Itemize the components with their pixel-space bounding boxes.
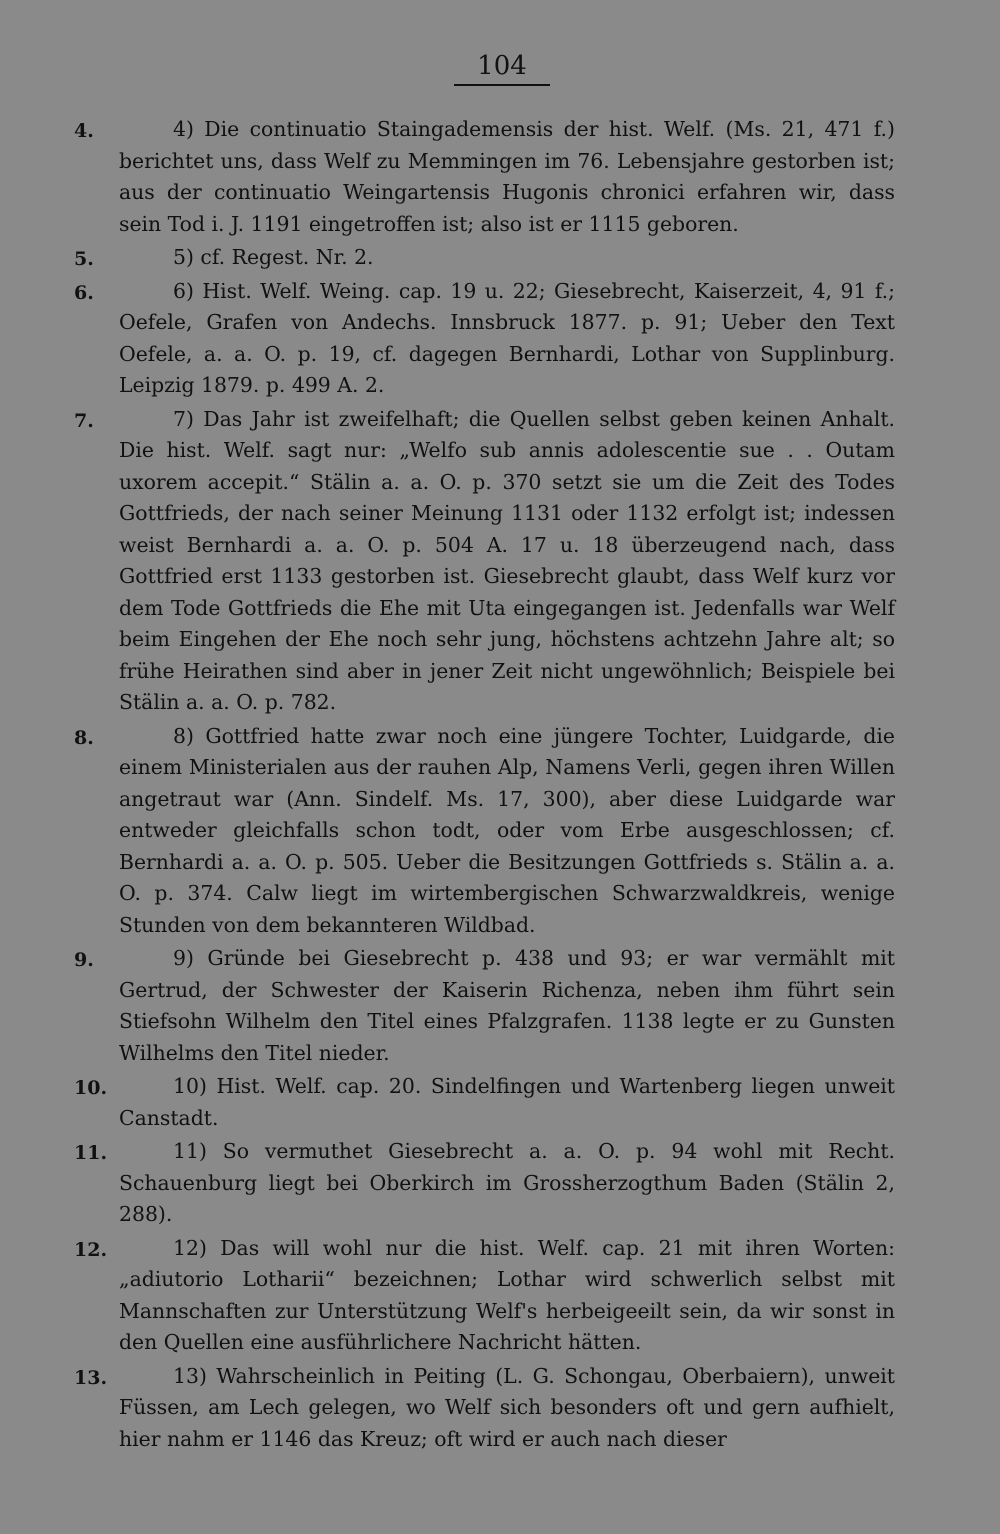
footnote-margin-label: 12. <box>74 1238 108 1261</box>
footnote-text: 10) Hist. Welf. cap. 20. Sindelfingen und Wartenberg liegen unweit Canstadt. <box>119 1074 895 1130</box>
footnote <box>0 242 1000 274</box>
footnote-margin-label: 8. <box>74 726 94 749</box>
footnote <box>0 721 1000 942</box>
footnote-text: 4) Die continuatio Staingademensis der hist. Welf. (Ms. 21, 471 f.) berichtet uns, dass Welf zu Memmingen im 76. Lebensjahre gestorben ist; aus der continuatio Weingartensis Hugonis chronici erfahren wir, dass sein Tod i. J. 1191 eingetroffen ist; also ist er 1115 geboren. <box>119 117 895 236</box>
footnote <box>0 1361 1000 1456</box>
footnote-text: 13) Wahrscheinlich in Peiting (L. G. Schongau, Oberbaiern), unweit Füssen, am Lech gelegen, wo Welf sich besonders oft und gern aufhielt, hier nahm er 1146 das Kreuz; oft wird er auch nach dieser <box>119 1363 895 1451</box>
footnote-margin-label: 9. <box>74 949 94 971</box>
footnote-margin-label: 11. <box>74 1142 108 1164</box>
footnote-margin-label: 7. <box>74 409 94 432</box>
footnotes <box>0 114 1000 1457</box>
footnote-margin-label: 6. <box>74 281 94 304</box>
footnote <box>0 276 1000 402</box>
footnote <box>0 404 1000 719</box>
footnote-text: 7) Das Jahr ist zweifelhaft; die Quellen selbst geben keinen Anhalt. Die hist. Welf. sagt nur: „Welfo sub annis adolescentie sue . . Outam uxorem accepit.“ Stälin a. a. O. p. 370 setzt sie um die Zeit des Todes Gottfrieds, der nach seiner Meinung 1131 oder 1132 erfolgt ist; indessen weist Bernhardi a. a. O. p. 504 A. 17 u. 18 überzeugend nach, dass Gottfried erst 1133 gestorben ist. Giesebrecht glaubt, dass Welf kurz vor dem Tode Gottfrieds die Ehe mit Uta eingegangen ist. Jedenfalls war Welf beim Eingehen der Ehe noch sehr jung, höchstens achtzehn Jahre alt; so frühe Heirathen sind aber in jener Zeit nicht ungewöhnlich; Beispiele bei Stälin a. a. O. p. 782. <box>119 406 895 714</box>
footnote-text: 9) Gründe bei Giesebrecht p. 438 und 93; er war vermählt mit Gertrud, der Schwester der Kaiserin Richenza, neben ihm führt sein Stiefsohn Wilhelm den Titel eines Pfalzgrafen. 1138 legte er zu Gunsten Wilhelms den Titel nieder. <box>119 946 895 1065</box>
footnote <box>0 1233 1000 1359</box>
footnote-margin-label: 10. <box>74 1077 108 1099</box>
footnote <box>0 1136 1000 1231</box>
footnote <box>0 943 1000 1069</box>
footnote <box>0 1071 1000 1134</box>
footnote-text: 11) So vermuthet Giesebrecht a. a. O. p. 94 wohl mit Recht. Schauenburg liegt bei Oberkirch im Grossherzogthum Baden (Stälin 2, 288). <box>119 1139 895 1226</box>
page-number-rule <box>454 84 550 86</box>
footnote <box>0 114 1000 240</box>
page-number: 104 <box>477 51 527 81</box>
footnote-margin-label: 5. <box>74 248 94 270</box>
footnote-text: 6) Hist. Welf. Weing. cap. 19 u. 22; Giesebrecht, Kaiserzeit, 4, 91 f.; Oefele, Grafen von Andechs. Innsbruck 1877. p. 91; Ueber den Text Oefele, a. a. O. p. 19, cf. dagegen Bernhardi, Lothar von Supplinburg. Leipzig 1879. p. 499 A. 2. <box>119 278 895 397</box>
footnote-text: 12) Das will wohl nur die hist. Welf. cap. 21 mit ihren Worten: „adiutorio Lotharii“ bezeichnen; Lothar wird schwerlich selbst mit Mannschaften zur Unterstützung Welf's herbeigeeilt sein, da wir sonst in den Quellen eine ausführlichere Nachricht hätten. <box>119 1235 895 1354</box>
footnote-text: 5) cf. Regest. Nr. 2. <box>173 245 374 269</box>
footnote-text: 8) Gottfried hatte zwar noch eine jüngere Tochter, Luidgarde, die einem Ministerialen aus der rauhen Alp, Namens Verli, gegen ihren Willen angetraut war (Ann. Sindelf. Ms. 17, 300), aber diese Luidgarde war entweder gleichfalls schon todt, oder vom Erbe ausgeschlossen; cf. Bernhardi a. a. O. p. 505. Ueber die Besitzungen Gottfrieds s. Stälin a. a. O. p. 374. Calw liegt im wirtembergischen Schwarzwaldkreis, wenige Stunden von dem bekannteren Wildbad. <box>119 723 895 937</box>
footnote-margin-label: 13. <box>74 1366 108 1389</box>
footnote-margin-label: 4. <box>74 120 94 142</box>
